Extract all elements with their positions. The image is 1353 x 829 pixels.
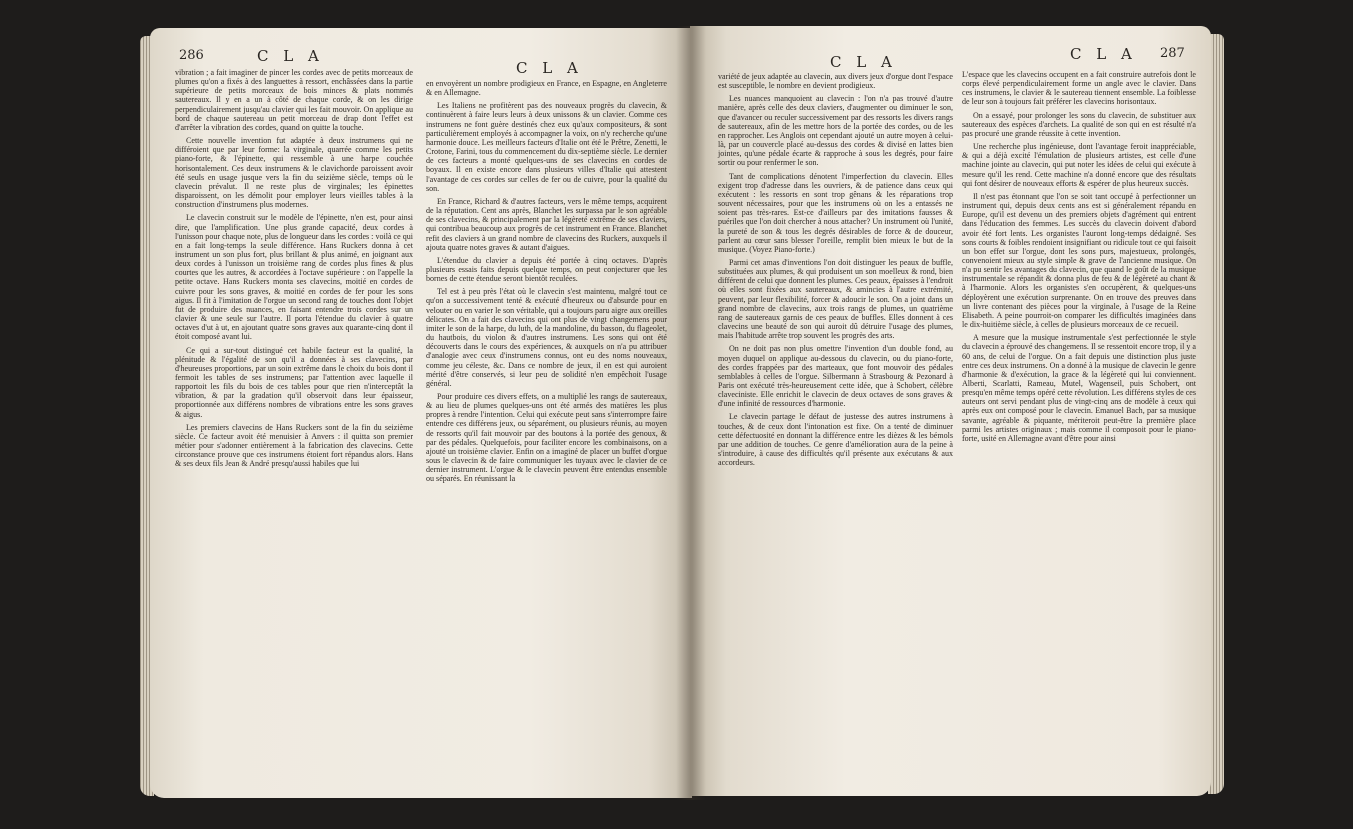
paragraph: Les Italiens ne profitèrent pas des nouveaux progrès du clavecin, & continuèrent à faire leurs leurs à deux unissons & un clavier. Comme ces instrumens ne font guère destinés chez eux qu'aux compositeurs, & sont particulièrement employés à accompagner la voix, on n'y recherche qu'une harmonie douce. Les meilleurs facteurs d'Italie ont été le Prêtre, Zenetti, le Crotone, Farini, tous du commencement du dix-septième siècle. Le dernier de ces facteurs a monté quelques-uns de ses clavecins en cordes de boyaux. Il en existe encore dans plusieurs villes d'Italie qui attestent l'avantage de ces cordes sur celles de fer ou de cuivre, pour la qualité du son. xyxy=(426,101,667,193)
paragraph: Le clavecin partage le défaut de justesse des autres instrumens à touches, & de ceux dont l'intonation est fixe. On a tenté de diminuer cette défectuosité en donnant la différence entre les dièzes & les bémols par une addition de touches. Ce genre d'amélioration aura de la peine à s'introduire, à cause des difficultés qu'il présente aux exécutans & aux accordeurs. xyxy=(718,412,953,468)
paragraph: En France, Richard & d'autres facteurs, vers le même temps, acquirent de la réputation. Cent ans après, Blanchet les surpassa par le son agréable de ses clavecins, & principalement par la légèreté extrême de ses claviers, qui contribua beaucoup aux progrès de cet instrument en France. Blanchet refit des claviers à un grand nombre de clavecins des Ruckers, auxquels il ajouta quatre notes graves & autant d'aigues. xyxy=(426,196,667,252)
paragraph: A mesure que la musique instrumentale s'est perfectionnée le style du clavecin a éprouvé des changemens. Il se ressentoit encore trop, il y a 60 ans, de celui de l'orgue. On a fait depuis une distinction plus juste entre ces deux instrumens. On a donné à la musique de clavecin le genre d'harmonie & d'exécution, la grace & la légèreté qui lui conviennent. Alberti, Scarlatti, Rameau, Mutel, Wagenseil, puis Schobert, ont presqu'en même temps opéré cette révolution. Les différens styles de ces auteurs ont servi pendant plus de vingt-cinq ans de modèle à ceux qui après eux ont composé pour le clavecin. Emanuel Bach, par sa musique savante, agréable & piquante, mériteroit peut-être la première place parmi les artistes originaux ; mais comme il composoit pour le piano-forte, usité en Allemagne avant d'être pour ainsi xyxy=(962,333,1196,443)
paragraph: en envoyèrent un nombre prodigieux en France, en Espagne, en Angleterre & en Allemagne. xyxy=(426,79,667,98)
right-page xyxy=(690,26,1211,796)
paragraph: vibration ; a fait imaginer de pincer les cordes avec de petits morceaux de plumes qu'on a fixés à des languettes à ressort, enchâssées dans la partie supérieure de petits morceaux de bois minces & plats nommés sautereaux. Il y en a un à côté de chaque corde, & on les dirige perpendiculairement jusqu'au clavier qui les fait mouvoir. On applique au bord de chaque sautereau un petit morceau de drap dont l'effet est d'arrêter la vibration des cordes, quand on quitte la touche. xyxy=(175,68,413,132)
paragraph: Une recherche plus ingénieuse, dont l'avantage feroit inappréciable, & qui a déjà excité l'émulation de plusieurs artistes, est celle d'une machine jointe au clavecin, qui put noter les idées de celui qui exécute à mesure qu'il les rend. Cette machine n'a donné encore que des résultats qui font désirer de nouveaux efforts & espérer de plus heureux succès. xyxy=(962,142,1196,188)
paragraph: L'espace que les clavecins occupent en a fait construire autrefois dont le corps élevé perpendiculairement forme un angle avec le clavier. Dans ces instrumens, le clavier & le sautereau tiennent ensemble. La foiblesse de leur son à toujours fait préférer les clavecins horisontaux. xyxy=(962,70,1196,107)
right-column-2 xyxy=(962,70,1196,782)
paragraph: Cette nouvelle invention fut adaptée à deux instrumens qui ne différoient que par leur forme: la virginale, quarrée comme les petits piano-forte, & l'épinette, qui ressemble à une harpe couchée horisontalement. Ces deux instrumens & le clavichorde paroissent avoir été seuls en usage jusque vers la fin du seizième siècle, temps où le clavecin prévalut. Il ne reste plus de virginales; les épinettes disparoissent, on les démolit pour employer leurs vieilles tables à la construction d'instrumens plus modernes. xyxy=(175,136,413,210)
right-running-head-col2: C L A xyxy=(1070,45,1137,63)
paragraph: variété de jeux adaptée au clavecin, aux divers jeux d'orgue dont l'espace est susceptible, le nombre en devient prodigieux. xyxy=(718,72,953,91)
paragraph: Les nuances manquoient au clavecin : l'on n'a pas trouvé d'autre manière, après celle des deux claviers, d'augmenter ou diminuer le son, que d'avancer ou reculer successivement par des ressorts les divers rangs de sautereaux, afin de les mettre hors de la portée des cordes, ou de les en rapprocher. Les Anglois ont cependant ajouté un autre moyen à celui-là, par un couvercle placé au-dessus des cordes & divisé en lattes bien jointes, qu'une pédale écarte & rapproche à sous les degrés, pour faire sortir ou pour renfermer le son. xyxy=(718,94,953,168)
paragraph: Tel est à peu près l'état où le clavecin s'est maintenu, malgré tout ce qu'on a successivement tenté & exécuté d'heureux ou d'absurde pour en velouter ou en varier le son véritable, qui a toujours paru aigre aux oreilles délicates. On a fait des clavecins qui ont plus de vingt changemens pour imiter le son de la harpe, du luth, de la mandoline, du basson, du flageolet, du hautbois, du violon & d'autres instrumens. Les sons qui ont été découverts dans le cours des expériences, & auxquels on n'a pu attribuer d'analogie avec ceux d'instrumens connus, ont eu des noms nouveaux, comme jeu céleste, &c. Dans ce nombre de jeux, il en est qui auroient mérité d'être conservés, si leur peu de solidité n'en empêchoit l'usage général. xyxy=(426,287,667,388)
paragraph: L'étendue du clavier a depuis été portée à cinq octaves. D'après plusieurs essais faits depuis quelque temps, on peut conjecturer que les bornes de cette étendue seront bientôt reculées. xyxy=(426,255,667,284)
left-running-head: C L A xyxy=(257,47,324,65)
paragraph: Ce qui a sur-tout distingué cet habile facteur est la qualité, la plénitude & l'égalité de son qu'il a données à ses clavecins, par d'heureuses proportions, par un soin extrême dans le choix du bois dont il fermoit les tables de ses instrumens; par l'attention avec laquelle il rapportoit les fils du bois de ces tables pour que rien n'interceptât la vibration, & par la gradation qu'il observoit dans leur épaisseur, proportionnée aux différens nombres de vibrations entre les sons graves & aigus. xyxy=(175,345,413,419)
left-page-number: 286 xyxy=(179,48,204,63)
paragraph: Parmi cet amas d'inventions l'on doit distinguer les peaux de buffle, substituées aux plumes, & qui produisent un son moelleux & rond, bien différent de celui que donnent les plumes. Ces peaux, épaisses à l'endroit où elles sont fixées aux sautereaux, & amincies à l'autre extrémité, peuvent, par leur flexibilité, forcer & adoucir le son. On a joint dans un grand nombre de clavecins, aux trois rangs de plumes, un quatrième rang de sautereaux garnis de ces peaux de buffles. Elles donnent à ces clavecins une beauté de son qui auroit dû détruire l'usage des plumes, mais l'habitude arrête trop souvent les progrès des arts. xyxy=(718,257,953,341)
paragraph: Le clavecin construit sur le modèle de l'épinette, n'en est, pour ainsi dire, que l'amplification. Une plus grande capacité, deux cordes à l'unisson pour chaque note, plus de longueur dans les cordes : voilà ce qui en a fait long-temps la seule différence. Hans Ruckers donna à cet instrument un son plus fort, plus brillant & plus animé, en joignant aux deux cordes à l'unisson un troisième rang de cordes plus fines & plus courtes que les autres, & accordées à l'octave supérieure : on l'appelle la petite octave. Hans Ruckers monta ses clavecins, moitié en cordes de cuivre pour les sons graves, & moitié en cordes de fer pour les sons aigus. Il fit à l'imitation de l'orgue un second rang de touches dont l'objet fut de produire des nuances, en faisant entendre trois cordes sur un clavier & une seule sur l'autre. Il porta l'étendue du clavier à quatre octaves d'ut à ut, en ajoutant quatre sons graves aux quarante-cinq dont il étoit composé avant lui. xyxy=(175,213,413,342)
right-column-1 xyxy=(718,72,953,782)
right-running-head: C L A xyxy=(830,53,897,71)
left-page xyxy=(150,28,692,798)
paragraph: Pour produire ces divers effets, on a multiplié les rangs de sautereaux, & au lieu de plumes quelques-uns ont été armés des matières les plus propres à rendre l'intention. Celui qui exécute peut sans s'interrompre faire entendre ces différens jeux, ou séparément, ou plusieurs réunis, au moyen de ressorts qu'il fait mouvoir par des boutons à la portée des genoux, & par des pédales. Quelquefois, pour faciliter encore les combinaisons, on a ajouté un troisième clavier. Enfin on a imaginé de placer un buffet d'orgue sous le clavecin & de faire communiquer les tuyaux avec le clavier de ce dernier instrument. L'orgue & le clavecin peuvent être entendus ensemble ou séparés. En réunissant la xyxy=(426,392,667,484)
left-column-2 xyxy=(426,79,667,784)
right-page-number: 287 xyxy=(1160,46,1185,61)
paragraph: On a essayé, pour prolonger les sons du clavecin, de substituer aux sautereaux des espèces d'archets. La qualité de son qui en est résulté n'a pas procuré une grande réussite à cette invention. xyxy=(962,110,1196,138)
left-column-1 xyxy=(175,68,413,783)
paragraph: On ne doit pas non plus omettre l'invention d'un double fond, au moyen duquel on applique au-dessous du clavecin, ou du piano-forte, des cordes frappées par des marteaux, que font mouvoir des pédales semblables à celles de l'orgue. Silbermann à Strasbourg & Pezonard à Paris ont exécuté très-heureusement cette idée, que à Schobert, célèbre claveciniste. Elle enrichit le clavecin de deux octaves de sons graves & d'une infinité de ressources d'harmonie. xyxy=(718,344,953,409)
paragraph: Les premiers clavecins de Hans Ruckers sont de la fin du seizième siècle. Ce facteur avoit été menuisier à Anvers : il quitta son premier métier pour s'adonner entièrement à la fabrication des clavecins. Cette circonstance prouve que ces instrumens étoient fort répandus alors. Hans & ses deux fils Jean & André presqu'aussi habiles que lui xyxy=(175,422,413,469)
paragraph: Il n'est pas étonnant que l'on se soit tant occupé à perfectionner un instrument qui, depuis deux cents ans est si généralement répandu en Europe, qu'il est devenu un des premiers objets d'agrément qui entrent dans l'éducation des femmes. Les succès du clavecin doivent d'abord avoir été fort lents. Les organistes l'auront long-temps dédaigné. Ses sons courts & foibles rendoient insignifiant ou ridicule tout ce qui faisoit un bon effet sur l'orgue, dont les sons purs, majestueux, prolongés, convenoient mieux au style simple & grave de l'ancienne musique. On n'a pu sentir les avantages du clavecin, que quand le goût de la musique instrumentale se répandit & donna plus de feu & de légèreté au chant & à l'harmonie. Alors les organistes s'en occupèrent, & quelques-uns déployèrent une exécution surprenante. On en trouve des preuves dans un livre contenant des pièces pour la virginale, à l'usage de la Reine Elisabeth. A peine pourroit-on comparer les difficultés imaginées dans le dix-huitième siècle, à celles de plusieurs morceaux de ce recueil. xyxy=(962,191,1196,330)
left-running-head-col2: C L A xyxy=(516,59,583,77)
paragraph: Tant de complications dénotent l'imperfection du clavecin. Elles exigent trop d'adresse dans les ouvriers, & de patience dans ceux qui exécutent : les ressorts en sont trop gênans & les réparations trop souvent nécessaires, pour que les instrumens où on les a entassés ne soient pas très-rares. Est-ce d'ailleurs par des imitations fausses & puériles que l'on doit chercher à nous attacher? Un instrument où l'unité, la pureté de son & tous les degrés désirables de force & de douceur, parlent au cœur sans blesser l'oreille, remplit bien mieux le but de la musique. (Voyez Piano-forte.) xyxy=(718,171,953,254)
